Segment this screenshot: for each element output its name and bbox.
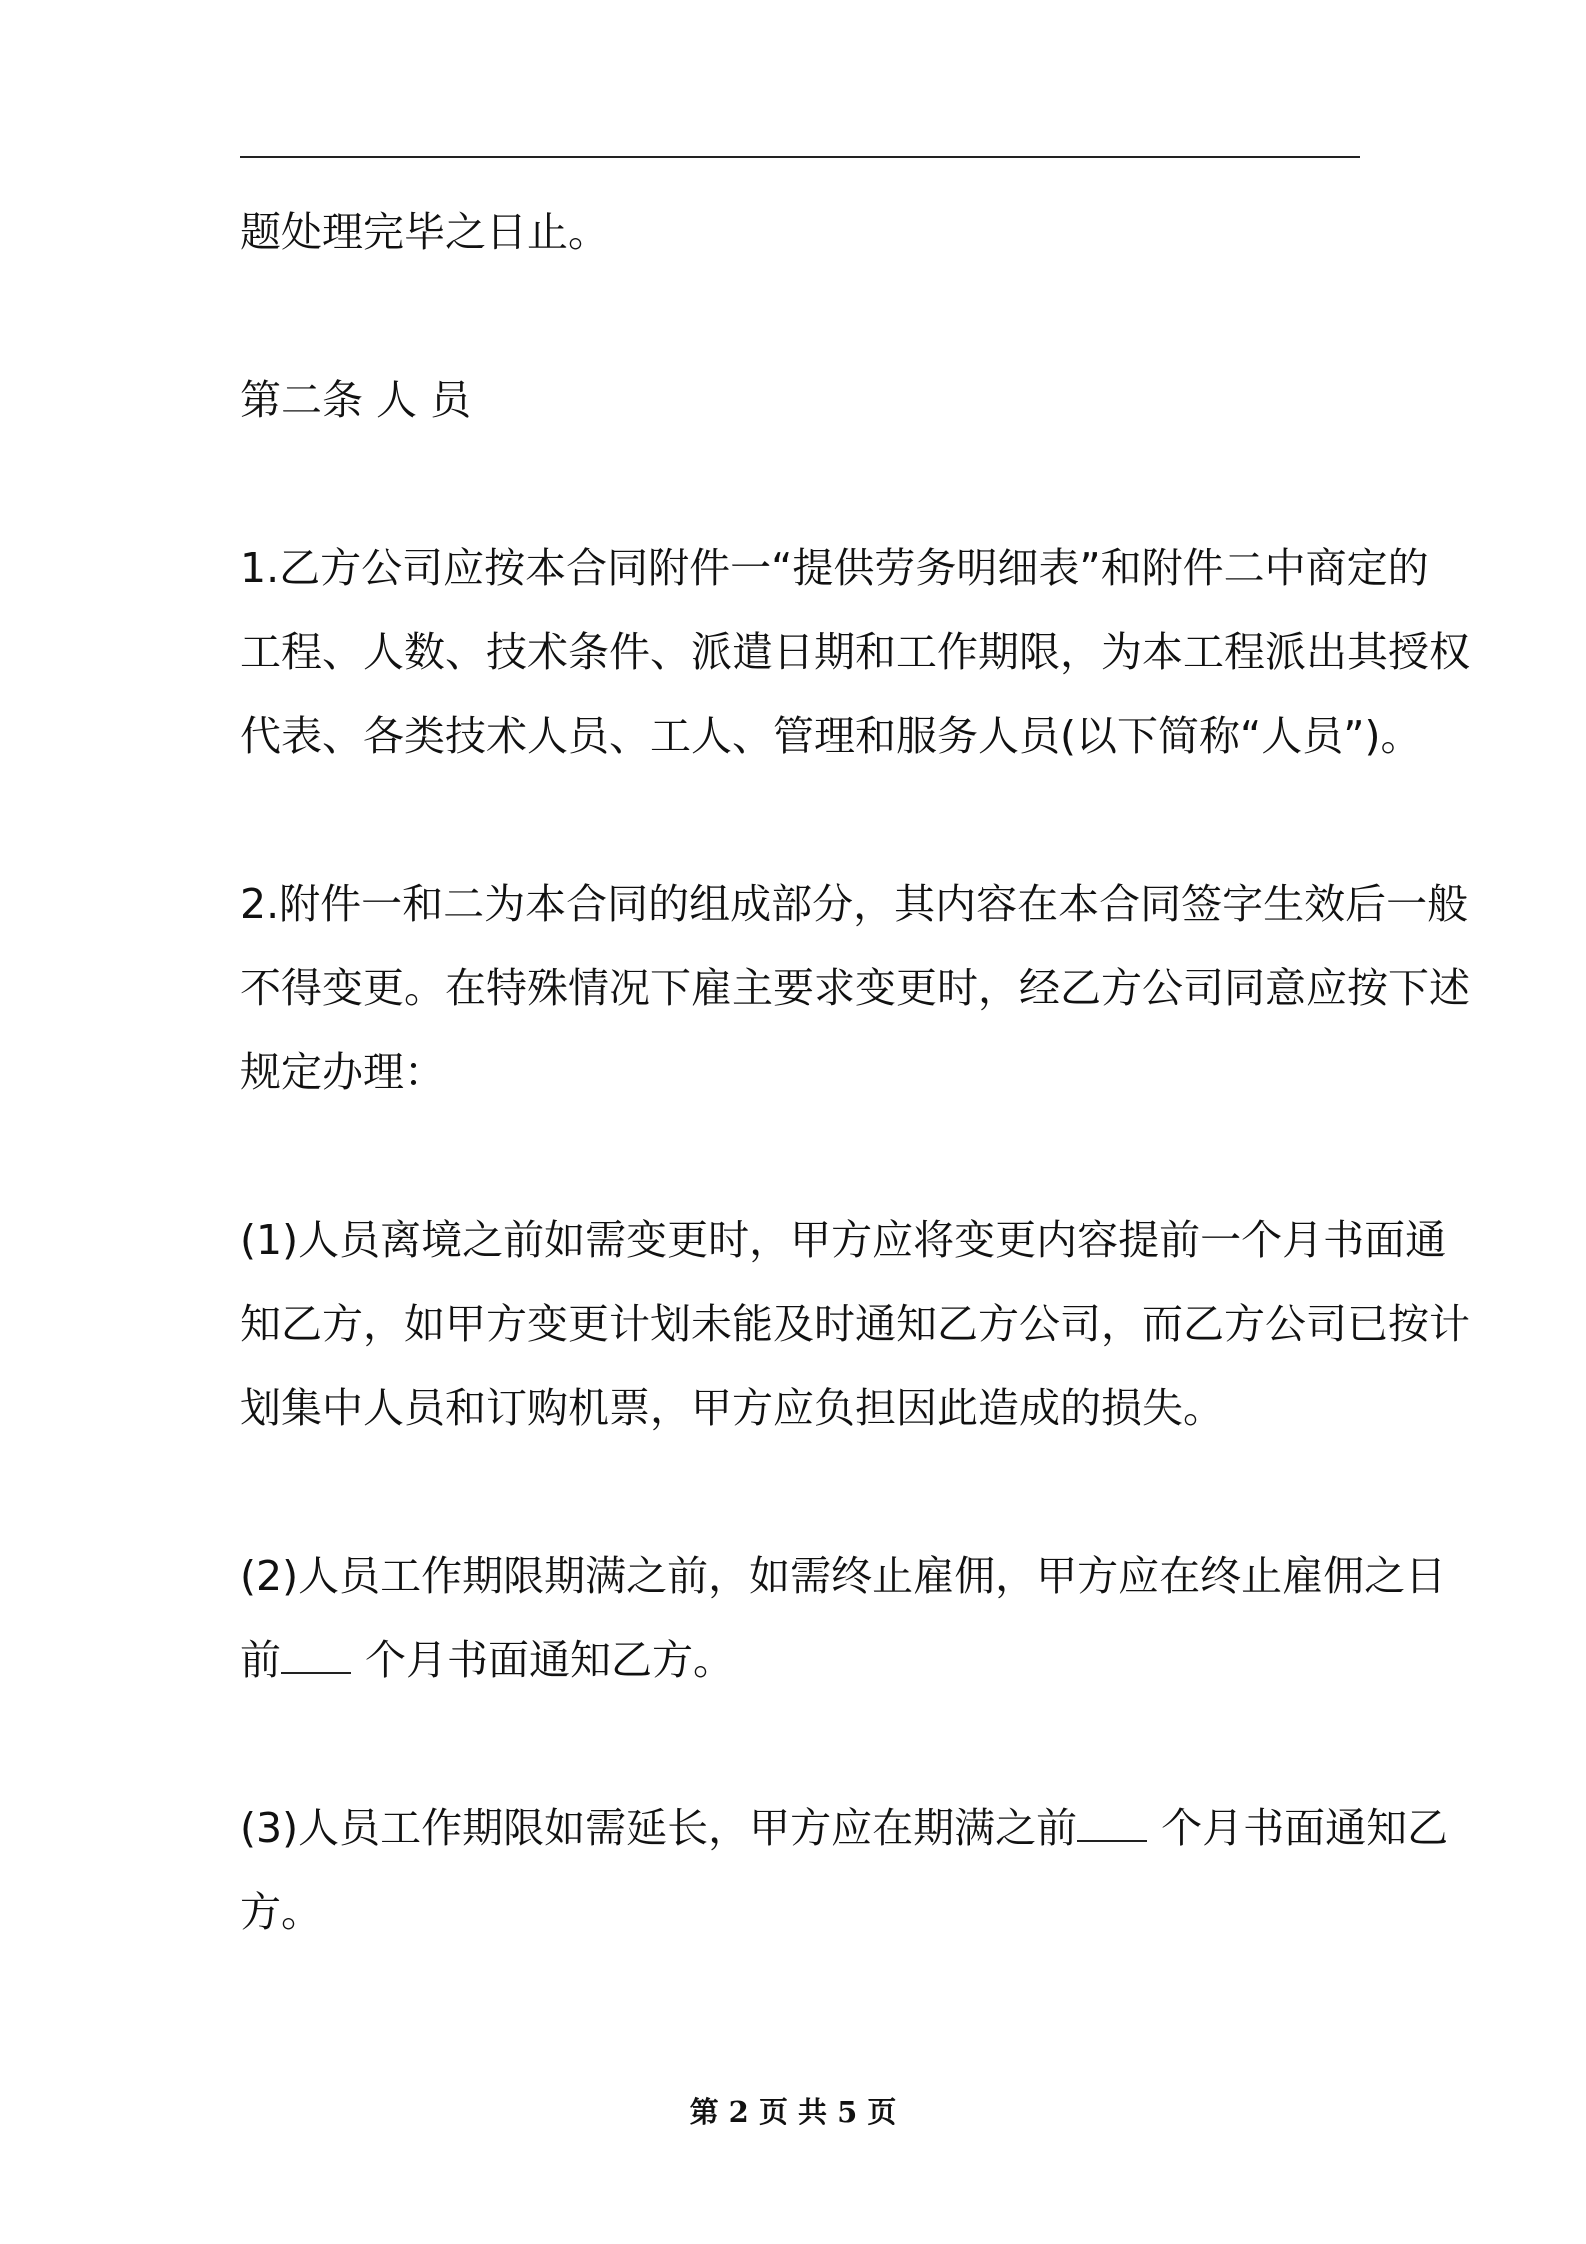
text-line-9: (1)人员离境之前如需变更时，甲方应将变更内容提前一个月书面通	[240, 1216, 1447, 1264]
text-line-13	[240, 1618, 734, 1702]
text-line-11: 划集中人员和订购机票，甲方应负担因此造成的损失。	[240, 1384, 1224, 1432]
fill-in-blank	[281, 1638, 351, 1674]
fill-in-blank	[1077, 1806, 1147, 1842]
text-line-6: 2.附件一和二为本合同的组成部分，其内容在本合同签字生效后一般	[240, 880, 1469, 928]
text-line-5: 代表、各类技术人员、工人、管理和服务人员(以下简称“人员”)。	[240, 712, 1422, 760]
text-line-15: 方。	[240, 1888, 322, 1936]
text-line-3: 1.乙方公司应按本合同附件一“提供劳务明细表”和附件二中商定的	[240, 544, 1429, 592]
text-line-8: 规定办理：	[240, 1048, 445, 1096]
text-line-14-end: 个月书面通知乙	[1161, 1804, 1449, 1852]
text-line-13-end: 个月书面通知乙方。	[365, 1636, 734, 1684]
text-line-13-start: 前	[240, 1636, 281, 1684]
text-line-7: 不得变更。在特殊情况下雇主要求变更时，经乙方公司同意应按下述	[240, 964, 1470, 1012]
header-rule	[240, 156, 1360, 158]
page-number-footer: 第 2 页 共 5 页	[689, 2095, 897, 2129]
text-line-12: (2)人员工作期限期满之前，如需终止雇佣，甲方应在终止雇佣之日	[240, 1552, 1447, 1600]
text-line-4: 工程、人数、技术条件、派遣日期和工作期限，为本工程派出其授权	[240, 628, 1470, 676]
text-line-14	[240, 1786, 1448, 1870]
section-heading: 第二条 人 员	[240, 376, 472, 424]
text-line-10: 知乙方，如甲方变更计划未能及时通知乙方公司，而乙方公司已按计	[240, 1300, 1470, 1348]
text-line-14-start: (3)人员工作期限如需延长，甲方应在期满之前	[240, 1804, 1078, 1852]
text-line-1: 题处理完毕之日止。	[240, 208, 609, 256]
